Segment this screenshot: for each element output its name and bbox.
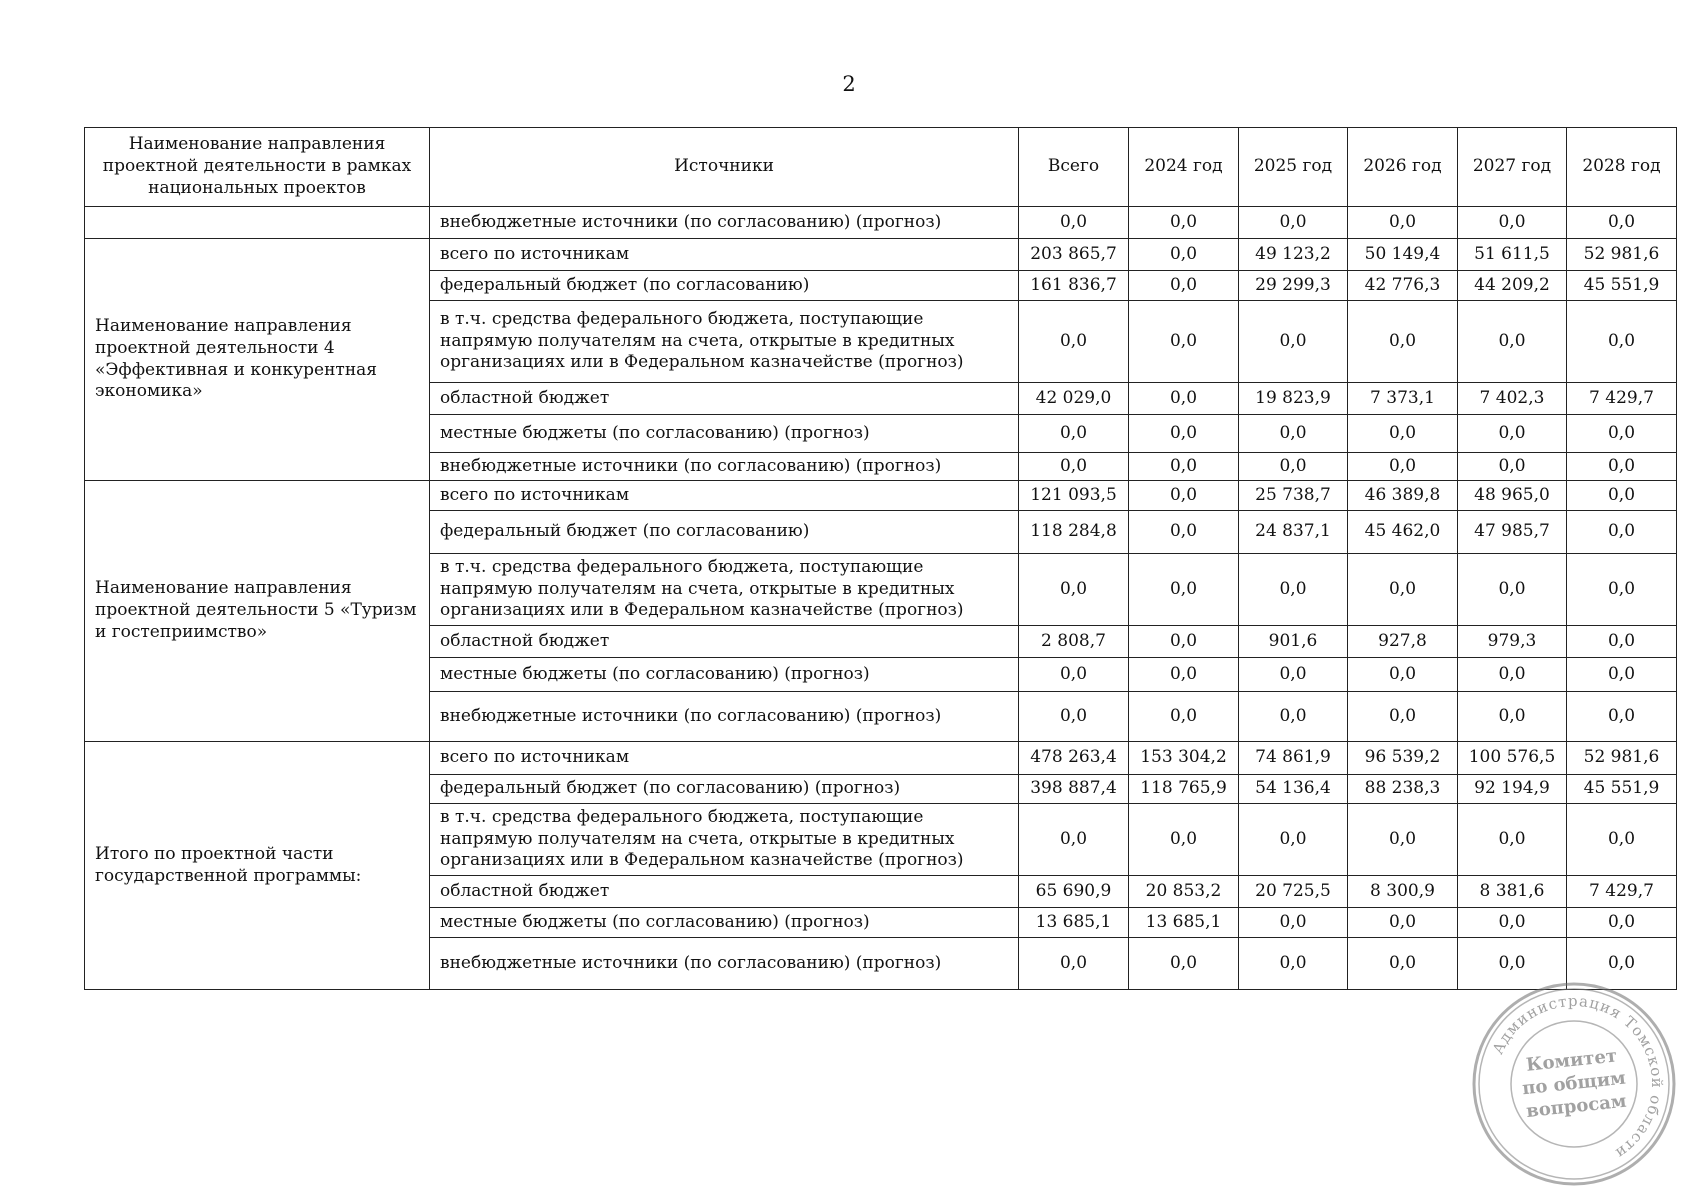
year-value-cell: 0,0: [1129, 415, 1239, 453]
year-value-cell: 44 209,2: [1458, 271, 1567, 301]
total-value-cell: 0,0: [1019, 301, 1129, 383]
source-cell: федеральный бюджет (по согласованию): [430, 271, 1019, 301]
year-value-cell: 0,0: [1567, 207, 1677, 239]
year-value-cell: 8 300,9: [1348, 876, 1458, 908]
year-value-cell: 0,0: [1348, 415, 1458, 453]
source-cell: местные бюджеты (по согласованию) (прогноз): [430, 658, 1019, 692]
year-value-cell: 0,0: [1239, 415, 1348, 453]
source-cell: внебюджетные источники (по согласованию) (прогноз): [430, 938, 1019, 990]
direction-name-cell: Наименование направления проектной деятельности 5 «Туризм и гостеприимство»: [85, 481, 430, 742]
year-value-cell: 0,0: [1567, 908, 1677, 938]
year-value-cell: 0,0: [1458, 554, 1567, 626]
funding-table: [84, 127, 1677, 990]
total-value-cell: 478 263,4: [1019, 742, 1129, 775]
year-value-cell: 0,0: [1567, 481, 1677, 511]
year-value-cell: 0,0: [1348, 938, 1458, 990]
year-value-cell: 0,0: [1458, 938, 1567, 990]
year-value-cell: 49 123,2: [1239, 239, 1348, 271]
year-value-cell: 0,0: [1129, 301, 1239, 383]
year-value-cell: 24 837,1: [1239, 511, 1348, 554]
year-value-cell: 0,0: [1458, 804, 1567, 876]
year-value-cell: 0,0: [1239, 301, 1348, 383]
year-value-cell: 118 765,9: [1129, 775, 1239, 804]
source-cell: всего по источникам: [430, 481, 1019, 511]
total-value-cell: 0,0: [1019, 658, 1129, 692]
year-value-cell: 0,0: [1129, 481, 1239, 511]
year-value-cell: 48 965,0: [1458, 481, 1567, 511]
year-value-cell: 0,0: [1239, 207, 1348, 239]
year-value-cell: 0,0: [1239, 804, 1348, 876]
year-value-cell: 0,0: [1458, 453, 1567, 481]
year-value-cell: 0,0: [1567, 626, 1677, 658]
year-value-cell: 0,0: [1129, 453, 1239, 481]
source-cell: областной бюджет: [430, 383, 1019, 415]
year-value-cell: 0,0: [1458, 415, 1567, 453]
year-value-cell: 0,0: [1348, 207, 1458, 239]
year-value-cell: 96 539,2: [1348, 742, 1458, 775]
table-row: [85, 742, 1677, 775]
total-value-cell: 0,0: [1019, 938, 1129, 990]
year-value-cell: 88 238,3: [1348, 775, 1458, 804]
source-cell: федеральный бюджет (по согласованию) (прогноз): [430, 775, 1019, 804]
year-value-cell: 45 551,9: [1567, 775, 1677, 804]
year-value-cell: 46 389,8: [1348, 481, 1458, 511]
stamp-seal: [1474, 984, 1674, 1184]
total-value-cell: 0,0: [1019, 453, 1129, 481]
year-value-cell: 0,0: [1567, 511, 1677, 554]
year-value-cell: 29 299,3: [1239, 271, 1348, 301]
year-value-cell: 0,0: [1458, 658, 1567, 692]
year-value-cell: 0,0: [1239, 453, 1348, 481]
header-direction: Наименование направления проектной деятельности в рамках национальных проектов: [85, 128, 430, 207]
year-value-cell: 0,0: [1567, 554, 1677, 626]
source-cell: в т.ч. средства федерального бюджета, поступающие напрямую получателям на счета, открытые в кредитных организациях или в Федеральном казначействе (прогноз): [430, 804, 1019, 876]
direction-name-cell: Итого по проектной части государственной программы:: [85, 742, 430, 990]
year-value-cell: 92 194,9: [1458, 775, 1567, 804]
total-value-cell: 0,0: [1019, 692, 1129, 742]
year-value-cell: 0,0: [1239, 908, 1348, 938]
source-cell: местные бюджеты (по согласованию) (прогноз): [430, 415, 1019, 453]
year-value-cell: 0,0: [1458, 692, 1567, 742]
year-value-cell: 47 985,7: [1458, 511, 1567, 554]
total-value-cell: 42 029,0: [1019, 383, 1129, 415]
stamp-line-1: Комитет: [1525, 1045, 1618, 1076]
source-cell: областной бюджет: [430, 876, 1019, 908]
stamp-line-3: вопросам: [1525, 1090, 1628, 1123]
direction-name-cell: [85, 207, 430, 239]
year-value-cell: 8 381,6: [1458, 876, 1567, 908]
year-value-cell: 0,0: [1348, 658, 1458, 692]
year-value-cell: 13 685,1: [1129, 908, 1239, 938]
year-value-cell: 0,0: [1129, 271, 1239, 301]
total-value-cell: 0,0: [1019, 554, 1129, 626]
year-value-cell: 0,0: [1458, 301, 1567, 383]
source-cell: внебюджетные источники (по согласованию) (прогноз): [430, 207, 1019, 239]
year-value-cell: 100 576,5: [1458, 742, 1567, 775]
year-value-cell: 54 136,4: [1239, 775, 1348, 804]
table-row: [85, 481, 1677, 511]
year-value-cell: 42 776,3: [1348, 271, 1458, 301]
year-value-cell: 0,0: [1567, 804, 1677, 876]
page-number: 2: [842, 72, 856, 96]
year-value-cell: 0,0: [1129, 383, 1239, 415]
year-value-cell: 0,0: [1567, 938, 1677, 990]
year-value-cell: 0,0: [1239, 554, 1348, 626]
year-value-cell: 0,0: [1567, 415, 1677, 453]
year-value-cell: 0,0: [1348, 453, 1458, 481]
total-value-cell: 203 865,7: [1019, 239, 1129, 271]
table-body: [85, 207, 1677, 990]
header-2024: 2024 год: [1129, 128, 1239, 207]
year-value-cell: 0,0: [1129, 207, 1239, 239]
source-cell: внебюджетные источники (по согласованию) (прогноз): [430, 453, 1019, 481]
year-value-cell: 901,6: [1239, 626, 1348, 658]
year-value-cell: 52 981,6: [1567, 239, 1677, 271]
year-value-cell: 20 853,2: [1129, 876, 1239, 908]
year-value-cell: 25 738,7: [1239, 481, 1348, 511]
total-value-cell: 2 808,7: [1019, 626, 1129, 658]
year-value-cell: 19 823,9: [1239, 383, 1348, 415]
total-value-cell: 118 284,8: [1019, 511, 1129, 554]
year-value-cell: 0,0: [1239, 938, 1348, 990]
year-value-cell: 0,0: [1567, 658, 1677, 692]
year-value-cell: 0,0: [1348, 301, 1458, 383]
source-cell: федеральный бюджет (по согласованию): [430, 511, 1019, 554]
year-value-cell: 52 981,6: [1567, 742, 1677, 775]
year-value-cell: 979,3: [1458, 626, 1567, 658]
year-value-cell: 0,0: [1129, 511, 1239, 554]
year-value-cell: 0,0: [1239, 658, 1348, 692]
source-cell: областной бюджет: [430, 626, 1019, 658]
header-2027: 2027 год: [1458, 128, 1567, 207]
year-value-cell: 51 611,5: [1458, 239, 1567, 271]
table-row: [85, 207, 1677, 239]
total-value-cell: 0,0: [1019, 207, 1129, 239]
stamp-line-2: по общим: [1521, 1067, 1627, 1100]
header-sources: Источники: [430, 128, 1019, 207]
year-value-cell: 7 373,1: [1348, 383, 1458, 415]
source-cell: местные бюджеты (по согласованию) (прогноз): [430, 908, 1019, 938]
total-value-cell: 121 093,5: [1019, 481, 1129, 511]
year-value-cell: 0,0: [1348, 692, 1458, 742]
official-stamp: [1468, 978, 1680, 1190]
total-value-cell: 398 887,4: [1019, 775, 1129, 804]
year-value-cell: 0,0: [1348, 804, 1458, 876]
header-total: Всего: [1019, 128, 1129, 207]
year-value-cell: 0,0: [1129, 804, 1239, 876]
source-cell: в т.ч. средства федерального бюджета, поступающие напрямую получателям на счета, открытые в кредитных организациях или в Федеральном казначействе (прогноз): [430, 301, 1019, 383]
year-value-cell: 0,0: [1239, 692, 1348, 742]
total-value-cell: 13 685,1: [1019, 908, 1129, 938]
year-value-cell: 20 725,5: [1239, 876, 1348, 908]
stamp-ring-text: Администрация Томской области: [1488, 991, 1667, 1163]
total-value-cell: 65 690,9: [1019, 876, 1129, 908]
year-value-cell: 0,0: [1567, 301, 1677, 383]
year-value-cell: 50 149,4: [1348, 239, 1458, 271]
year-value-cell: 7 429,7: [1567, 876, 1677, 908]
header-2026: 2026 год: [1348, 128, 1458, 207]
table-row: [85, 239, 1677, 271]
year-value-cell: 45 551,9: [1567, 271, 1677, 301]
year-value-cell: 0,0: [1458, 207, 1567, 239]
year-value-cell: 0,0: [1348, 554, 1458, 626]
direction-name-cell: Наименование направления проектной деятельности 4 «Эффективная и конкурентная экономика»: [85, 239, 430, 481]
year-value-cell: 0,0: [1567, 692, 1677, 742]
total-value-cell: 0,0: [1019, 415, 1129, 453]
total-value-cell: 161 836,7: [1019, 271, 1129, 301]
year-value-cell: 0,0: [1129, 692, 1239, 742]
year-value-cell: 0,0: [1129, 626, 1239, 658]
year-value-cell: 74 861,9: [1239, 742, 1348, 775]
source-cell: в т.ч. средства федерального бюджета, поступающие напрямую получателям на счета, открытые в кредитных организациях или в Федеральном казначействе (прогноз): [430, 554, 1019, 626]
source-cell: всего по источникам: [430, 742, 1019, 775]
header-2028: 2028 год: [1567, 128, 1677, 207]
table-header-row: [85, 128, 1677, 207]
year-value-cell: 927,8: [1348, 626, 1458, 658]
source-cell: всего по источникам: [430, 239, 1019, 271]
year-value-cell: 0,0: [1458, 908, 1567, 938]
header-2025: 2025 год: [1239, 128, 1348, 207]
year-value-cell: 0,0: [1129, 658, 1239, 692]
total-value-cell: 0,0: [1019, 804, 1129, 876]
year-value-cell: 7 429,7: [1567, 383, 1677, 415]
year-value-cell: 0,0: [1129, 554, 1239, 626]
year-value-cell: 0,0: [1348, 908, 1458, 938]
year-value-cell: 153 304,2: [1129, 742, 1239, 775]
year-value-cell: 0,0: [1129, 938, 1239, 990]
year-value-cell: 0,0: [1129, 239, 1239, 271]
year-value-cell: 45 462,0: [1348, 511, 1458, 554]
year-value-cell: 0,0: [1567, 453, 1677, 481]
year-value-cell: 7 402,3: [1458, 383, 1567, 415]
source-cell: внебюджетные источники (по согласованию) (прогноз): [430, 692, 1019, 742]
